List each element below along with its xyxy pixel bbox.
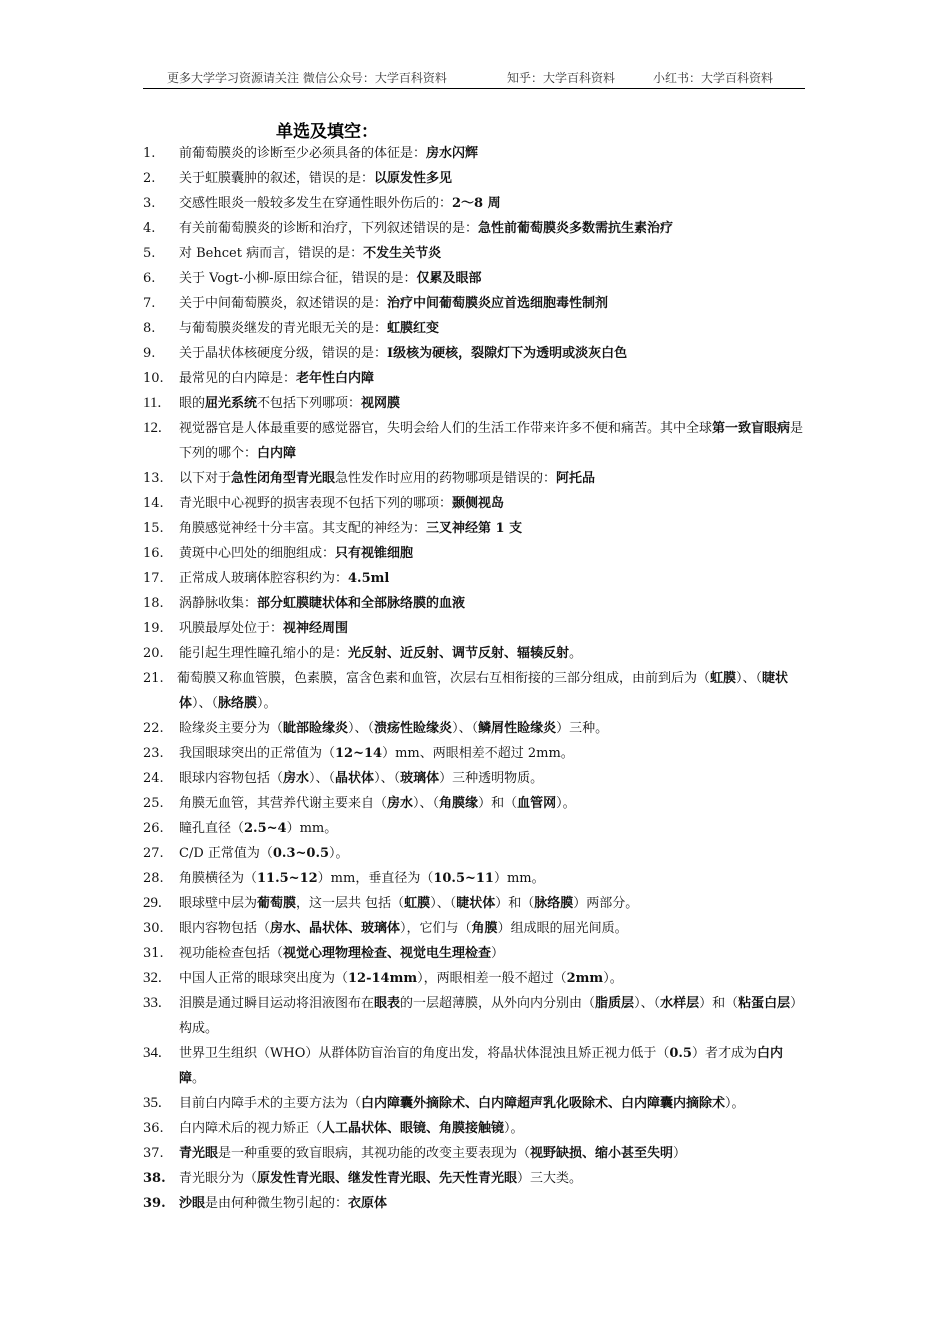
question-number: 24.: [143, 771, 164, 786]
answer-text: 水样层: [660, 996, 700, 1011]
question-item: [143, 916, 809, 941]
question-text: ）mm，垂直径为（: [317, 871, 434, 886]
question-text: ）、（: [309, 771, 336, 786]
question-text: 涡静脉收集：: [179, 596, 258, 611]
answer-text: 血管网: [517, 796, 557, 811]
question-text: ）。: [504, 1121, 524, 1136]
answer-text: 角膜: [471, 921, 498, 936]
question-text: ）。: [603, 971, 623, 986]
answer-text: 白内障囊外摘除术、白内障超声乳化吸除术、白内障囊内摘除术: [361, 1096, 726, 1111]
question-item: [143, 241, 809, 266]
question-number: 32.: [143, 970, 162, 986]
answer-text: 12~14: [335, 746, 383, 761]
question-text: 中国人正常的眼球突出度为（: [179, 971, 349, 986]
question-item: [143, 616, 809, 641]
question-text: 白内障术后的视力矫正（: [179, 1121, 323, 1136]
question-text: ），两眼相差一般不超过（: [417, 971, 567, 986]
question-number: 20.: [143, 646, 164, 661]
question-text: 正常成人玻璃体腔容积约为：: [179, 571, 349, 586]
answer-text: 屈光系统: [205, 396, 258, 411]
question-number: 25.: [143, 796, 164, 811]
answer-text: 急性闭角型青光眼: [231, 471, 336, 486]
question-text: ）mm。: [286, 821, 338, 836]
question-number: 3.: [143, 196, 156, 211]
answer-text: 粘蛋白层: [738, 996, 791, 1011]
question-item: [143, 641, 809, 666]
question-item: [143, 366, 809, 391]
question-text: 视觉器官是人体最重要的感觉器官，失明会给人们的生活工作带来许多不便和痛苦。其中全球: [179, 421, 713, 436]
answer-text: 急性前葡萄膜炎多数需抗生素治疗: [478, 221, 674, 236]
question-number: 31.: [143, 946, 164, 961]
question-number: 6.: [143, 271, 156, 286]
question-text: ）、（: [192, 696, 219, 711]
answer-text: 治疗中间葡萄膜炎应首选细胞毒性制剂: [387, 296, 609, 311]
question-number: 34.: [143, 1045, 162, 1061]
question-number: 30.: [143, 921, 164, 936]
question-item: [143, 741, 809, 766]
question-text: 有关前葡萄膜炎的诊断和治疗，下列叙述错误的是：: [179, 221, 479, 236]
question-text: 角膜无血管，其营养代谢主要来自（: [179, 796, 388, 811]
question-text: 最常见的白内障是：: [179, 371, 297, 386]
question-item: [143, 1091, 809, 1116]
question-text: 关于 Vogt-小柳-原田综合征，错误的是：: [179, 271, 417, 286]
question-number: 23.: [143, 746, 164, 761]
answer-text: 2.5~4: [244, 821, 287, 836]
header-xiaohongshu-note: 小红书：大学百科资料: [653, 71, 774, 85]
answer-text: 视网膜: [361, 396, 401, 411]
question-text: ）。: [329, 846, 349, 861]
question-text: 前葡萄膜炎的诊断至少必须具备的体征是：: [179, 146, 427, 161]
question-item: [143, 266, 809, 291]
question-item: [143, 341, 809, 366]
answer-text: 以原发性多见: [374, 171, 453, 186]
answer-text: 颞侧视岛: [452, 496, 505, 511]
answer-text: 三叉神经第 1 支: [426, 521, 523, 536]
question-item: [143, 491, 809, 516]
question-item: [143, 566, 809, 591]
answer-text: 虹膜: [710, 671, 737, 686]
question-item: [143, 816, 809, 841]
answer-text: 脂质层: [595, 996, 635, 1011]
question-number: 17.: [143, 571, 164, 586]
question-item: [143, 866, 809, 891]
question-text: ）: [491, 946, 505, 961]
answer-text: 视野缺损、缩小甚至失明: [530, 1146, 674, 1161]
question-text: 关于晶状体核硬度分级，错误的是：: [179, 346, 388, 361]
question-text: 眼内容物包括（: [179, 921, 271, 936]
question-number: 39.: [143, 1196, 166, 1211]
question-text: 。: [569, 646, 583, 661]
question-text: 。: [192, 1071, 206, 1086]
answer-text: 衣原体: [348, 1196, 388, 1211]
question-number: 27.: [143, 846, 164, 861]
question-number: 29.: [143, 895, 162, 911]
answer-text: 部分虹膜睫状体和全部脉络膜的血液: [257, 596, 466, 611]
question-number: 37.: [143, 1146, 164, 1161]
answer-text: 房水: [387, 796, 414, 811]
question-item: [143, 141, 809, 166]
header-wechat-note: 更多大学学习资源请关注 微信公众号：大学百科资料: [167, 71, 447, 85]
question-number: 33.: [143, 995, 162, 1011]
answer-text: 睫状体: [179, 671, 789, 711]
question-text: 青光眼中心视野的损害表现不包括下列的哪项：: [179, 496, 453, 511]
question-number: 14.: [143, 496, 164, 511]
question-text: 是下列的哪个：: [179, 421, 804, 461]
question-number: 4.: [143, 221, 156, 236]
question-text: 的一层超薄膜，从外向内分别由（: [400, 996, 596, 1011]
answer-text: 脉络膜: [534, 896, 574, 911]
question-number: 36.: [143, 1121, 164, 1136]
question-item: [143, 1166, 809, 1191]
question-text: 眼球内容物包括（: [179, 771, 284, 786]
question-text: ）和（: [699, 996, 739, 1011]
question-number: 11.: [143, 395, 162, 411]
question-text: ）两部分。: [573, 896, 639, 911]
answer-text: 0.3~0.5: [272, 846, 330, 861]
answer-text: 2～8 周: [452, 196, 501, 211]
question-text: 交感性眼炎一般较多发生在穿通性眼外伤后的：: [179, 196, 453, 211]
question-item: [143, 216, 809, 241]
question-text: 睑缘炎主要分为（: [179, 721, 284, 736]
header-zhihu-note: 知乎：大学百科资料: [507, 71, 616, 85]
question-list: [143, 141, 809, 1216]
answer-text: 玻璃体: [400, 771, 440, 786]
question-number: 18.: [143, 596, 164, 611]
question-item: [143, 666, 809, 716]
answer-text: 不发生关节炎: [363, 246, 442, 261]
question-item: [143, 791, 809, 816]
question-text: ）、（: [374, 771, 401, 786]
question-text: 视功能检查包括（: [179, 946, 284, 961]
question-number: 5.: [143, 246, 156, 261]
question-text: ）、（: [413, 796, 440, 811]
question-text: 对 Behcet 病而言，错误的是：: [179, 246, 364, 261]
question-item: [143, 1191, 809, 1216]
question-text: 世界卫生组织（WHO）从群体防盲治盲的角度出发，将晶状体混浊且矫正视力低于（: [179, 1046, 670, 1061]
question-text: 角膜横径为（: [179, 871, 258, 886]
question-item: [143, 591, 809, 616]
question-text: ）三大类。: [517, 1171, 583, 1186]
answer-text: 白内障: [179, 1046, 784, 1086]
question-text: ）mm、两眼相差不超过 2mm。: [382, 746, 574, 761]
question-number: 15.: [143, 521, 164, 536]
question-item: [143, 841, 809, 866]
answer-text: 老年性白内障: [296, 371, 375, 386]
answer-text: 睫状体: [456, 896, 496, 911]
question-text: 巩膜最厚处位于：: [179, 621, 284, 636]
question-item: [143, 1041, 809, 1091]
question-number: 21.: [143, 671, 164, 686]
question-item: [143, 991, 809, 1041]
answer-text: 鳞屑性睑缘炎: [478, 721, 557, 736]
question-text: ）。: [725, 1096, 745, 1111]
answer-text: 沙眼: [179, 1196, 206, 1211]
question-text: 是由何种微生物引起的：: [205, 1196, 349, 1211]
question-item: [143, 941, 809, 966]
question-item: [143, 416, 809, 466]
question-text: ）者才成为: [691, 1046, 757, 1061]
answer-text: 溃疡性睑缘炎: [374, 721, 453, 736]
question-item: [143, 191, 809, 216]
question-text: 葡萄膜又称血管膜，色素膜，富含色素和血管，次层右互相衔接的三部分组成，由前到后为（: [177, 671, 711, 686]
answer-text: 2mm: [566, 971, 604, 986]
question-number: 19.: [143, 621, 164, 636]
question-number: 16.: [143, 546, 164, 561]
answer-text: 阿托品: [556, 471, 596, 486]
question-text: 关于虹膜囊肿的叙述，错误的是：: [179, 171, 375, 186]
answer-text: 房水闪辉: [426, 146, 479, 161]
question-text: ）和（: [478, 796, 518, 811]
question-text: ）。: [257, 696, 277, 711]
question-text: ）三种透明物质。: [439, 771, 544, 786]
question-text: ，这一层共 包括（: [296, 896, 405, 911]
question-text: ）mm。: [493, 871, 545, 886]
question-text: ）组成眼的屈光间质。: [497, 921, 628, 936]
question-item: [143, 1141, 809, 1166]
answer-text: 晶状体: [335, 771, 375, 786]
question-item: [143, 766, 809, 791]
answer-text: 仅累及眼部: [416, 271, 482, 286]
question-text: 是一种重要的致盲眼病，其视功能的改变主要表现为（: [218, 1146, 531, 1161]
answer-text: 青光眼: [179, 1146, 219, 1161]
question-number: 28.: [143, 871, 164, 886]
question-text: 泪膜是通过瞬目运动将泪液图布在: [179, 996, 375, 1011]
answer-text: 白内障: [257, 446, 297, 461]
question-text: ）三种。: [556, 721, 609, 736]
question-number: 26.: [143, 821, 164, 836]
question-item: [143, 716, 809, 741]
question-text: 角膜感觉神经十分丰富。其支配的神经为：: [179, 521, 427, 536]
answer-text: 原发性青光眼、继发性青光眼、先天性青光眼: [257, 1171, 518, 1186]
answer-text: 葡萄膜: [257, 896, 297, 911]
question-text: ）、（: [348, 721, 375, 736]
question-text: ）: [673, 1146, 687, 1161]
answer-text: 0.5: [669, 1046, 692, 1061]
question-item: [143, 391, 809, 416]
question-item: [143, 166, 809, 191]
question-item: [143, 541, 809, 566]
question-text: ）。: [556, 796, 576, 811]
question-number: 38.: [143, 1171, 166, 1186]
question-item: [143, 466, 809, 491]
answer-text: 房水、晶状体、玻璃体: [270, 921, 401, 936]
question-number: 2.: [143, 171, 156, 186]
answer-text: 光反射、近反射、调节反射、辐辏反射: [348, 646, 570, 661]
question-item: [143, 1116, 809, 1141]
question-text: ）、（: [452, 721, 479, 736]
question-text: 眼球壁中层为: [179, 896, 258, 911]
question-text: 瞳孔直径（: [179, 821, 245, 836]
question-text: 目前白内障手术的主要方法为（: [179, 1096, 362, 1111]
question-text: C/D 正常值为（: [179, 846, 273, 861]
question-item: [143, 316, 809, 341]
question-item: [143, 891, 809, 916]
answer-text: 脉络膜: [218, 696, 258, 711]
answer-text: 第一致盲眼病: [712, 421, 791, 436]
question-text: ）、（: [634, 996, 661, 1011]
question-text: 与葡萄膜炎继发的青光眼无关的是：: [179, 321, 388, 336]
section-title: 单选及填空：: [276, 122, 378, 142]
question-text: ），它们与（: [400, 921, 472, 936]
answer-text: 4.5ml: [348, 571, 390, 586]
question-number: 8.: [143, 321, 156, 336]
answer-text: 眦部睑缘炎: [283, 721, 349, 736]
question-text: 急性发作时应用的药物哪项是错误的：: [335, 471, 557, 486]
question-text: 不包括下列哪项：: [257, 396, 362, 411]
question-text: 眼的: [179, 396, 206, 411]
question-text: 关于中间葡萄膜炎，叙述错误的是：: [179, 296, 388, 311]
question-text: 能引起生理性瞳孔缩小的是：: [179, 646, 349, 661]
answer-text: 房水: [283, 771, 310, 786]
question-item: [143, 291, 809, 316]
answer-text: Ⅰ级核为硬核，裂隙灯下为透明或淡灰白色: [387, 346, 628, 361]
question-text: 我国眼球突出的正常值为（: [179, 746, 336, 761]
page-header: [143, 66, 805, 89]
answer-text: 虹膜: [404, 896, 431, 911]
question-text: 青光眼分为（: [179, 1171, 258, 1186]
question-text: ）和（: [495, 896, 535, 911]
question-number: 12.: [143, 420, 162, 436]
question-text: 黄斑中心凹处的细胞组成：: [179, 546, 336, 561]
question-item: [143, 966, 809, 991]
answer-text: 11.5~12: [257, 871, 318, 886]
question-number: 7.: [143, 296, 156, 311]
answer-text: 视神经周围: [283, 621, 349, 636]
answer-text: 12-14mm: [348, 971, 418, 986]
answer-text: 只有视锥细胞: [335, 546, 414, 561]
answer-text: 人工晶状体、眼镜、角膜接触镜: [322, 1121, 505, 1136]
question-text: ）、（: [736, 671, 763, 686]
answer-text: 10.5~11: [433, 871, 494, 886]
question-number: 1.: [143, 146, 156, 161]
question-number: 13.: [143, 471, 164, 486]
question-text: 以下对于: [179, 471, 232, 486]
answer-text: 视觉心理物理检查、视觉电生理检查: [283, 946, 492, 961]
question-number: 22.: [143, 721, 164, 736]
question-text: ）、（: [430, 896, 457, 911]
question-text: ）构成。: [179, 996, 804, 1036]
question-number: 9.: [143, 346, 156, 361]
answer-text: 眼表: [374, 996, 401, 1011]
question-number: 10.: [143, 371, 164, 386]
answer-text: 角膜缘: [439, 796, 479, 811]
answer-text: 虹膜红变: [387, 321, 440, 336]
question-number: 35.: [143, 1095, 162, 1111]
question-item: [143, 516, 809, 541]
